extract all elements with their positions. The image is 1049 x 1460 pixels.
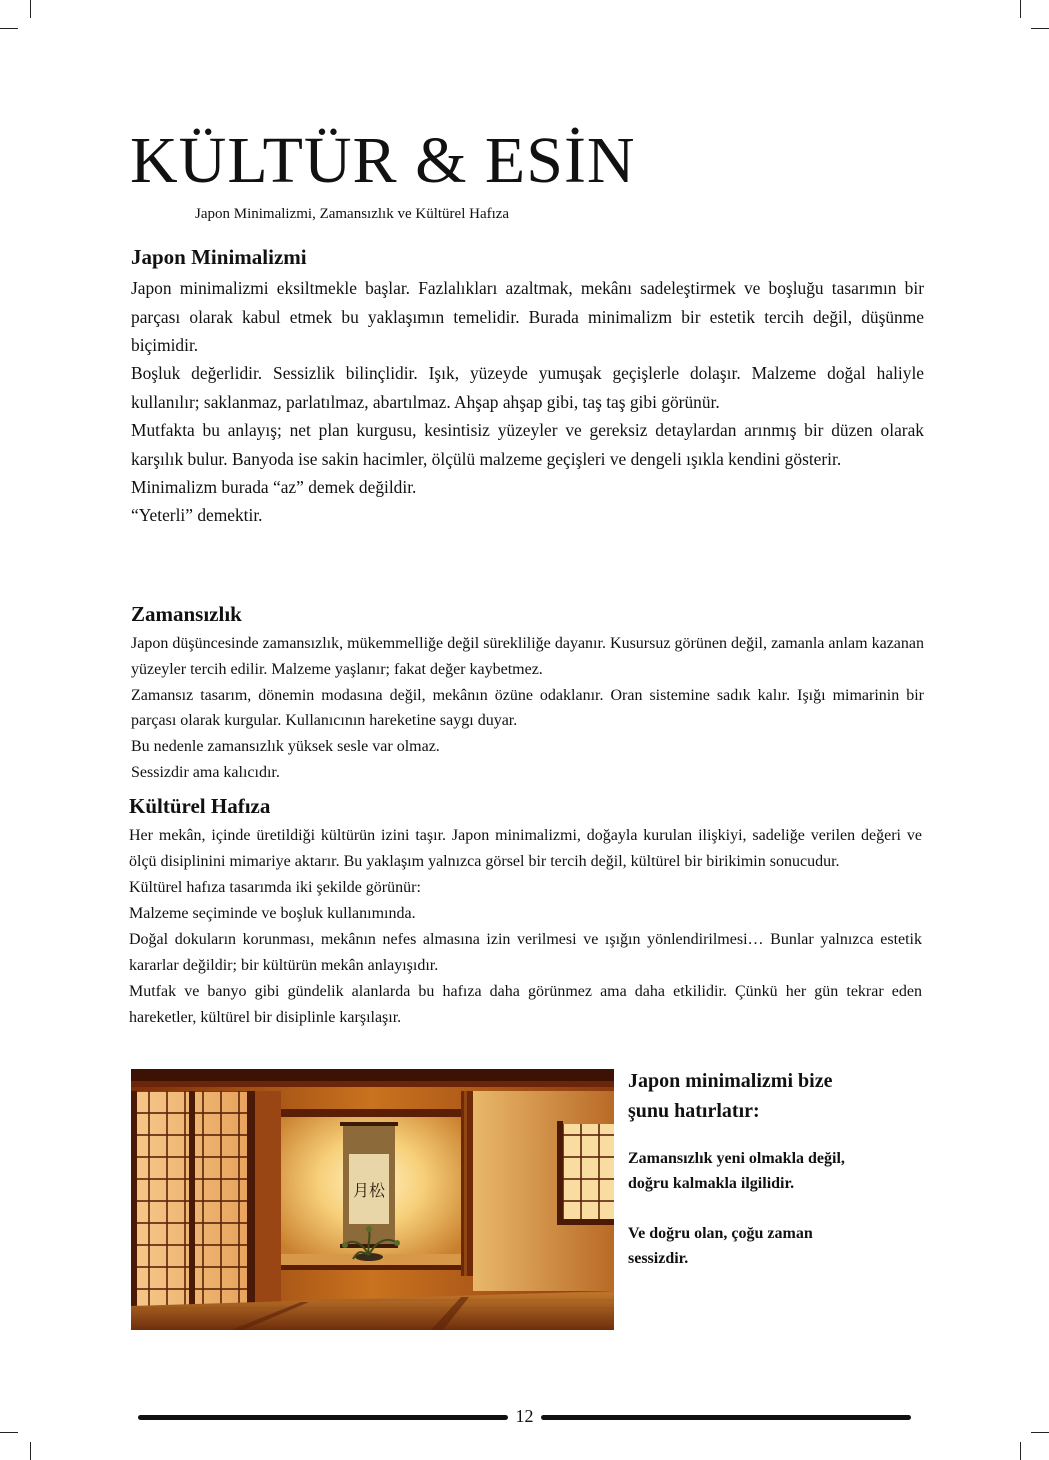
paragraph: “Yeterli” demektir. <box>131 505 263 526</box>
paragraph: Malzeme seçiminde ve boşluk kullanımında. <box>129 904 416 922</box>
section-heading: Japon Minimalizmi <box>131 245 307 269</box>
section-heading: Kültürel Hafıza <box>129 794 271 818</box>
callout-statement: sessizdir. <box>628 1250 689 1267</box>
paragraph: Kültürel hafıza tasarımda iki şekilde görünür: <box>129 879 421 896</box>
section-japon-minimalizmi <box>131 245 924 530</box>
footer-rule <box>138 1415 508 1420</box>
paragraph: Mutfak ve banyo gibi gündelik alanlarda bu hafıza daha görünmez ama daha etkilidir. Çünkü her gün tekrar eden hareketler, kültürel bir disiplinle karşılaşır. <box>129 982 922 1026</box>
paragraph: Japon düşüncesinde zamansızlık, mükemmelliğe değil sürekliliğe dayanır. Kusursuz görünen değil, zamanla anlam kazanan yüzeyler tercih edilir. Malzeme yaşlanır; fakat değer kaybetmez. <box>131 635 924 678</box>
paragraph: Boşluk değerlidir. Sessizlik bilinçlidir. Işık, yüzeyde yumuşak geçişlerle dolaşır. Malzeme doğal haliyle kullanılır; saklanmaz, parlatılmaz, abartılmaz. Ahşap ahşap gibi, taş taş gibi görünür. <box>131 363 924 412</box>
paragraph: Bu nedenle zamansızlık yüksek sesle var olmaz. <box>131 738 440 755</box>
section-kulturel-hafiza <box>129 794 922 1030</box>
callout-box <box>628 1066 918 1271</box>
page-subtitle: Japon Minimalizmi, Zamansızlık ve Kültürel Hafıza <box>195 206 510 222</box>
paragraph: Doğal dokuların korunması, mekânın nefes almasına izin verilmesi ve ışığın yönlendirilmesi… Bunlar yalnızca estetik kararlar değildir; bir kültürün mekân anlayışıdır. <box>129 930 922 974</box>
page-title: KÜLTÜR & ESİN <box>130 124 636 197</box>
paragraph: Minimalizm burada “az” demek değildir. <box>131 477 417 498</box>
crop-mark <box>1020 1442 1021 1460</box>
paragraph: Japon minimalizmi eksiltmekle başlar. Fazlalıkları azaltmak, mekânı sadeleştirmek ve boşluğu tasarımın bir parçası olarak kabul etmek bu yaklaşımın temelidir. Burada minimalizm bir estetik tercih değil, düşünme biçimidir. <box>131 278 924 355</box>
paragraph: Her mekân, içinde üretildiği kültürün izini taşır. Japon minimalizmi, doğayla kurulan ilişkiyi, sadeliğe verilen değeri ve ölçü disiplinini mimariye aktarır. Bu yaklaşım yalnızca görsel bir tercih değil, kültürel bir birikimin sonucudur. <box>129 827 922 871</box>
paragraph: Mutfakta bu anlayış; net plan kurgusu, kesintisiz yüzeyler ve gereksiz detaylardan arınmış bir düzen olarak karşılık bulur. Banyoda ise sakin hacimler, ölçülü malzeme geçişleri ve dengeli ışıkla kendini gösterir. <box>131 420 924 469</box>
scroll-calligraphy: 月松 <box>352 1181 386 1200</box>
crop-mark <box>30 0 31 18</box>
callout-heading: Japon minimalizmi bize <box>628 1070 833 1092</box>
section-heading: Zamansızlık <box>131 602 242 626</box>
callout-heading: şunu hatırlatır: <box>628 1100 760 1122</box>
callout-statement: Ve doğru olan, çoğu zaman <box>628 1225 813 1242</box>
page-number: 12 <box>515 1406 534 1426</box>
crop-mark <box>1031 1432 1049 1433</box>
crop-mark <box>0 28 18 29</box>
footer-rule <box>541 1415 911 1420</box>
callout-statement: Zamansızlık yeni olmakla değil, <box>628 1150 845 1167</box>
callout-statement: doğru kalmakla ilgilidir. <box>628 1175 795 1192</box>
tokonoma-room-photo <box>131 1069 614 1330</box>
crop-mark <box>0 1432 18 1433</box>
section-zamansizlik <box>131 602 924 785</box>
crop-mark <box>1031 28 1049 29</box>
crop-mark <box>1020 0 1021 18</box>
crop-mark <box>30 1442 31 1460</box>
paragraph: Zamansız tasarım, dönemin modasına değil, mekânın özüne odaklanır. Oran sistemine sadık kalır. Işığı mimarinin bir parçası olarak kurgular. Kullanıcının hareketine saygı duyar. <box>131 686 924 730</box>
paragraph: Sessizdir ama kalıcıdır. <box>131 763 280 781</box>
